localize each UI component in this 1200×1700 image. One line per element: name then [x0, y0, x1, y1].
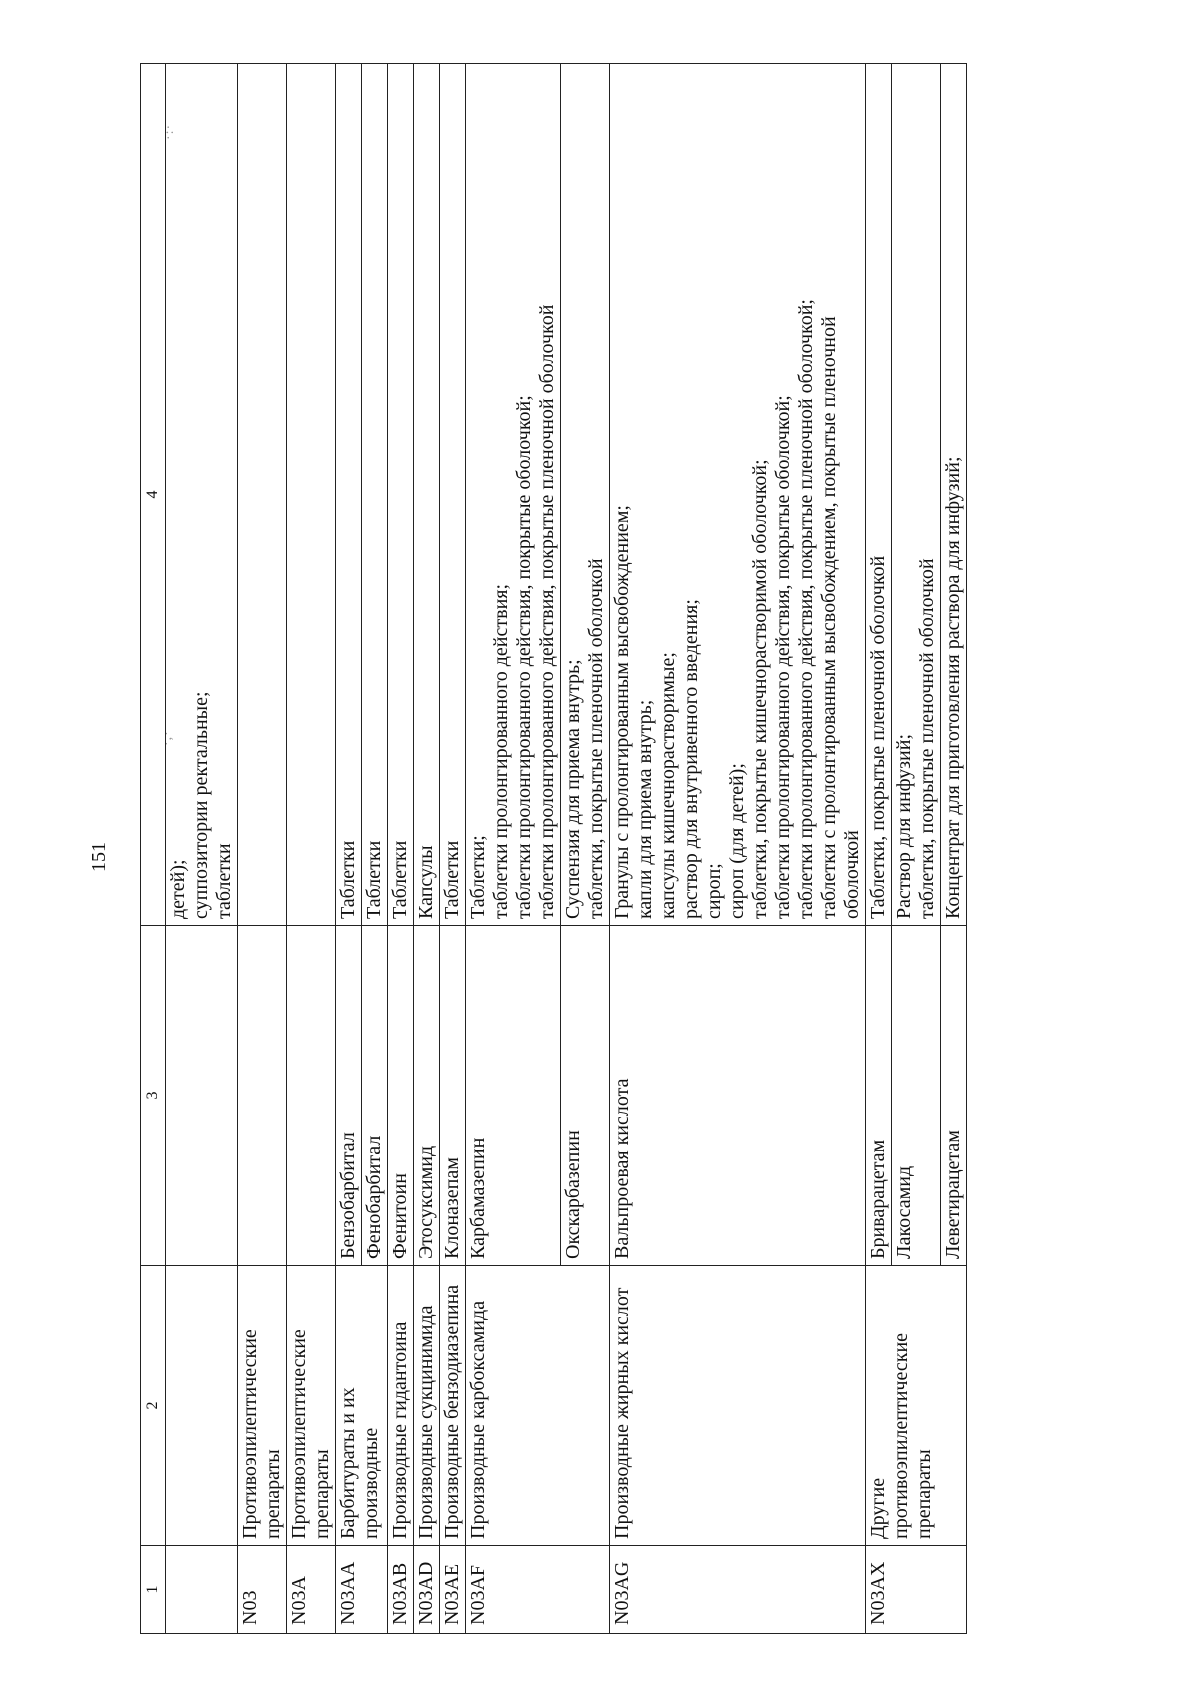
- drug-name: Этосуксимид: [414, 926, 440, 1266]
- drug-name: Фенитоин: [388, 926, 414, 1266]
- dosage-forms-cell: [166, 64, 238, 926]
- group-name: Производные карбоксамида: [466, 1266, 610, 1546]
- dosage-form: Таблетки, покрытые пленочной оболочкой: [867, 555, 889, 919]
- empty-cell: [287, 64, 336, 926]
- dosage-form: таблетки пролонгированного действия;: [490, 583, 512, 919]
- dosage-forms-cell: [440, 64, 466, 926]
- atc-code: N03AG: [610, 1546, 866, 1634]
- dosage-form: Таблетки: [441, 840, 463, 919]
- dosage-forms-cell: [466, 64, 561, 926]
- dosage-form: капли для приема внутрь;: [634, 699, 656, 919]
- dosage-form: суппозитории ректальные;: [190, 691, 212, 919]
- drug-name: Лакосамид: [892, 926, 941, 1266]
- column-number-row: [141, 64, 166, 1634]
- dosage-form: Таблетки;: [467, 835, 489, 919]
- empty-cell: [166, 1546, 238, 1634]
- group-name: Производные бензодиазепина: [440, 1266, 466, 1546]
- scan-artifact-mark: ·,·: [160, 730, 175, 746]
- empty-cell: [287, 926, 336, 1266]
- table-row: [610, 64, 866, 1634]
- dosage-form: Концентрат для приготовления раствора для инфузий;: [942, 456, 964, 919]
- group-name: Другие противоэпилептические препараты: [866, 1266, 967, 1546]
- column-number: 2: [141, 1266, 166, 1546]
- group-name: Производные сукцинимида: [414, 1266, 440, 1546]
- table-row: [866, 64, 892, 1634]
- dosage-forms-cell: [336, 64, 362, 926]
- dosage-form: Суспензия для приема внутрь;: [562, 659, 584, 919]
- atc-code: N03AF: [466, 1546, 610, 1634]
- table-row-continuation: [166, 64, 238, 1634]
- group-name: Барбитураты и их производные: [336, 1266, 388, 1546]
- empty-cell: [238, 926, 287, 1266]
- dosage-forms-cell: [941, 64, 967, 926]
- dosage-form: детей);: [167, 859, 189, 919]
- dosage-forms-cell: [414, 64, 440, 926]
- atc-code: N03AE: [440, 1546, 466, 1634]
- dosage-forms-cell: [610, 64, 866, 926]
- dosage-forms-cell: [866, 64, 892, 926]
- dosage-form: таблетки пролонгированного действия, покрытые оболочкой;: [513, 395, 535, 919]
- atc-code: N03AD: [414, 1546, 440, 1634]
- dosage-form: таблетки, покрытые кишечнорастворимой оболочкой;: [749, 459, 771, 919]
- atc-code: N03AA: [336, 1546, 388, 1634]
- group-name: Противоэпилептические препараты: [238, 1266, 287, 1546]
- atc-code: N03: [238, 1546, 287, 1634]
- scan-artifact-mark: ·:·: [162, 123, 177, 140]
- dosage-form: оболочкой: [841, 830, 863, 919]
- drug-name: Клоназепам: [440, 926, 466, 1266]
- table-row: [440, 64, 466, 1634]
- dosage-forms-cell: [892, 64, 941, 926]
- column-number: 4: [141, 64, 166, 926]
- dosage-form: Капсулы: [415, 845, 437, 919]
- drug-name: Карбамазепин: [466, 926, 561, 1266]
- empty-cell: [238, 64, 287, 926]
- empty-cell: [166, 1266, 238, 1546]
- drug-name: Бензобарбитал: [336, 926, 362, 1266]
- dosage-form: Гранулы с пролонгированным высвобождением;: [611, 505, 633, 919]
- dosage-form: таблетки, покрытые пленочной оболочкой: [585, 558, 607, 919]
- dosage-form: таблетки пролонгированного действия, покрытые пленочной оболочкой: [536, 304, 558, 919]
- column-number: 3: [141, 926, 166, 1266]
- drug-name: Окскарбазепин: [561, 926, 610, 1266]
- group-name: Противоэпилептические препараты: [287, 1266, 336, 1546]
- drug-name: Бриварацетам: [866, 926, 892, 1266]
- dosage-forms-cell: [388, 64, 414, 926]
- dosage-form: таблетки, покрытые пленочной оболочкой: [916, 558, 938, 919]
- table-row: [336, 64, 362, 1634]
- dosage-form: Таблетки: [363, 840, 385, 919]
- drug-name: Леветирацетам: [941, 926, 967, 1266]
- dosage-forms-cell: [561, 64, 610, 926]
- dosage-form: капсулы кишечнорастворимые;: [657, 652, 679, 919]
- page-number: 151: [88, 842, 110, 872]
- column-number: 1: [141, 1546, 166, 1634]
- dosage-form: сироп (для детей);: [726, 763, 748, 919]
- table-row: [414, 64, 440, 1634]
- atc-code: N03AB: [388, 1546, 414, 1634]
- dosage-form: Раствор для инфузий;: [893, 733, 915, 919]
- table-row: [466, 64, 561, 1634]
- atc-code: N03A: [287, 1546, 336, 1634]
- empty-cell: [166, 926, 238, 1266]
- dosage-form: таблетки: [213, 843, 235, 919]
- dosage-forms-cell: [362, 64, 388, 926]
- medication-table: [140, 63, 967, 1634]
- dosage-form: таблетки с пролонгированным высвобождением, покрытые пленочной: [818, 316, 840, 919]
- drug-name: Вальпроевая кислота: [610, 926, 866, 1266]
- group-name: Производные гидантоина: [388, 1266, 414, 1546]
- dosage-form: Таблетки: [389, 840, 411, 919]
- dosage-form: Таблетки: [337, 840, 359, 919]
- table-row: [287, 64, 336, 1634]
- table-row: [238, 64, 287, 1634]
- dosage-form: раствор для внутривенного введения;: [680, 599, 702, 919]
- table-row: [388, 64, 414, 1634]
- dosage-form: таблетки пролонгированного действия, покрытые оболочкой;: [772, 395, 794, 919]
- dosage-form: сироп;: [703, 863, 725, 919]
- dosage-form: таблетки пролонгированного действия, покрытые пленочной оболочкой;: [795, 299, 817, 919]
- drug-name: Фенобарбитал: [362, 926, 388, 1266]
- group-name: Производные жирных кислот: [610, 1266, 866, 1546]
- atc-code: N03AX: [866, 1546, 967, 1634]
